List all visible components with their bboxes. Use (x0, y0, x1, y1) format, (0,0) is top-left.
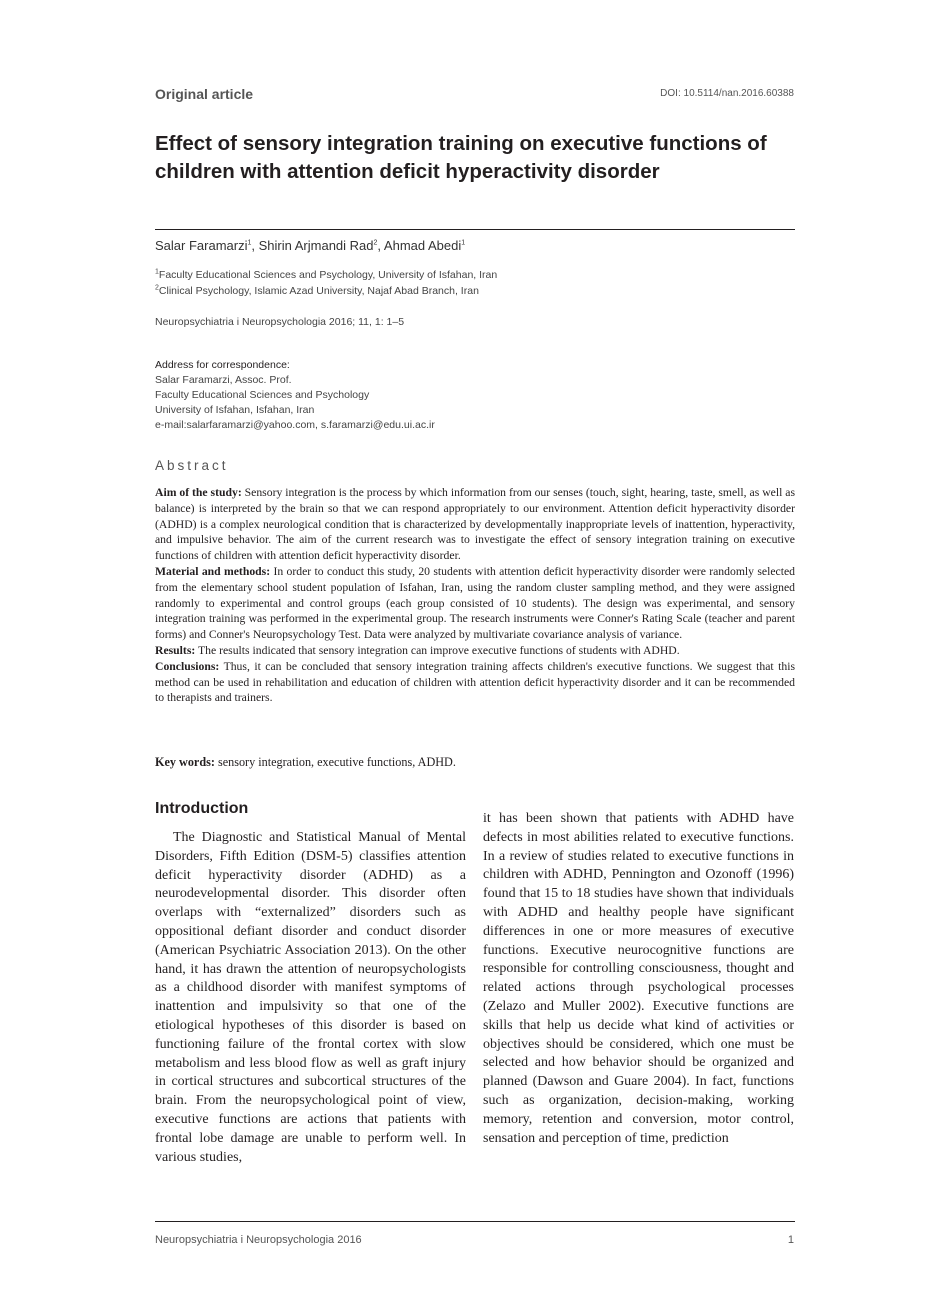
abstract-section (155, 659, 795, 706)
abstract-section-label: Results: (155, 643, 196, 657)
abstract-section-label: Conclusions: (155, 659, 220, 673)
affiliation-number: 1 (155, 268, 159, 276)
page-number: 1 (787, 1234, 794, 1246)
author-affiliation-mark: 2 (373, 239, 378, 247)
body-column-left: The Diagnostic and Statistical Manual of Mental Disorders, Fifth Edition (DSM-5) classifies attention deficit hyperactivity disorder (ADHD) as a neurodevelopmental disorder. This disorder often overlaps with “externalized” disorders such as oppositional defiant disorder and conduct disorder (American Psychiatric Association 2013). On the other hand, it has drawn the attention of neuropsychologists as a childhood disorder with manifest symptoms of inattention and impulsivity so that one of the etiological hypotheses of this disorder is based on functioning failure of the frontal cortex with slow metabolism and less blood flow as well as graft injury in cortical structures and subcortical structures of the brain. From the neuropsychological point of view, executive functions are actions that patients with frontal lobe damage are unable to perform well. In various studies, (155, 830, 466, 1165)
journal-citation: Neuropsychiatria i Neuropsychologia 2016; 11, 1: 1–5 (155, 316, 405, 328)
correspondence-block (155, 358, 435, 433)
abstract-section (155, 564, 795, 643)
abstract-section-text: In order to conduct this study, 20 students with attention deficit hyperactivity disorder were randomly selected from the elementary school student population of Isfahan, Iran, using the random cluster sampling method, and they were assigned randomly to experimental and control groups (each group consisted of 10 students). The design was experimental, and sensory integration training was performed in the experimental group. The research instruments were Conner's Rating Scale (teacher and parent forms) and Conner's Neuropsychology Test. Data were analyzed by multivariate covariance analysis of variance. (155, 564, 795, 642)
author-separator: , (251, 238, 259, 253)
title-rule (155, 229, 795, 230)
article-title: Effect of sensory integration training on executive functions of children with attention deficit hyperactivity disorder (155, 132, 767, 183)
correspondence-email[interactable]: e-mail:salarfaramarzi@yahoo.com, s.faramarzi@edu.ui.ac.ir (155, 419, 435, 431)
affiliation-number: 2 (155, 284, 159, 292)
abstract-section-text: Sensory integration is the process by which information from our senses (touch, sight, hearing, taste, smell, as well as balance) is interpreted by the brain so that we can respond appropriately to our environment. Attention deficit hyperactivity disorder (ADHD) is a complex neurological condition that is characterized by developmentally inappropriate levels of inattention, hyperactivity, and impulsive behavior. The aim of the current research was to investigate the effect of sensory integration training on executive functions of children with attention deficit hyperactivity disorder. (155, 486, 795, 563)
correspondence-line: Salar Faramarzi, Assoc. Prof. (155, 374, 292, 386)
correspondence-line: Faculty Educational Sciences and Psychology (155, 389, 370, 401)
doi-label[interactable]: DOI: 10.5114/nan.2016.60388 (660, 88, 794, 99)
author-separator: , (377, 238, 384, 253)
affiliation-text: Clinical Psychology, Islamic Azad University, Najaf Abad Branch, Iran (158, 285, 479, 297)
correspondence-heading: Address for correspondence: (155, 359, 290, 371)
correspondence-line: University of Isfahan, Isfahan, Iran (155, 404, 315, 416)
abstract-section (155, 643, 795, 659)
author-name: Shirin Arjmandi Rad (258, 238, 374, 253)
abstract-section-text: Thus, it can be concluded that sensory integration training affects children's executive functions. We suggest that this method can be used in rehabilitation and education of children with attention deficit hyperactivity disorder and it can be recommended to therapists and trainers. (155, 659, 795, 705)
keywords-text: sensory integration, executive functions, ADHD. (214, 755, 456, 769)
keywords (155, 755, 795, 770)
author-list (155, 238, 465, 253)
affiliation (155, 269, 497, 281)
abstract-section (155, 485, 795, 564)
abstract-heading: Abstract (155, 458, 229, 473)
affiliation-text: Faculty Educational Sciences and Psychology, University of Isfahan, Iran (158, 269, 498, 281)
abstract-section-text: The results indicated that sensory integration can improve executive functions of students with ADHD. (195, 643, 680, 657)
author-affiliation-mark: 1 (247, 239, 252, 247)
introduction-heading: Introduction (155, 800, 249, 817)
footer-journal: Neuropsychiatria i Neuropsychologia 2016 (155, 1234, 362, 1246)
footer-rule (155, 1221, 795, 1222)
abstract-section-label: Aim of the study: (155, 486, 242, 499)
author-name: Salar Faramarzi (155, 238, 248, 253)
body-column-right: it has been shown that patients with ADHD have defects in most abilities related to executive functions. In a review of studies related to executive functions in children with ADHD, Pennington and Ozonoff (1996) found that 15 to 18 studies have shown that individuals with ADHD and healthy people have significant differences in one or more measures of executive functions. Executive neurocognitive functions are responsible for controlling consciousness, thought and related actions through psychological processes (Zelazo and Muller 2002). Executive functions are skills that help us decide what kind of activities or objectives should be considered, which one must be selected and how behavior should be organized and planned (Dawson and Guare 2004). In fact, functions such as organization, decision-making, working memory, retention and conversion, motor control, sensation and perception of time, prediction (483, 811, 794, 1146)
abstract-section-label: Material and methods: (155, 564, 271, 578)
article-type-label: Original article (155, 86, 254, 102)
keywords-label: Key words: (155, 755, 215, 769)
author-affiliation-mark: 1 (461, 239, 466, 247)
affiliation (155, 285, 479, 297)
abstract-body (155, 485, 795, 706)
author-name: Ahmad Abedi (383, 238, 462, 253)
